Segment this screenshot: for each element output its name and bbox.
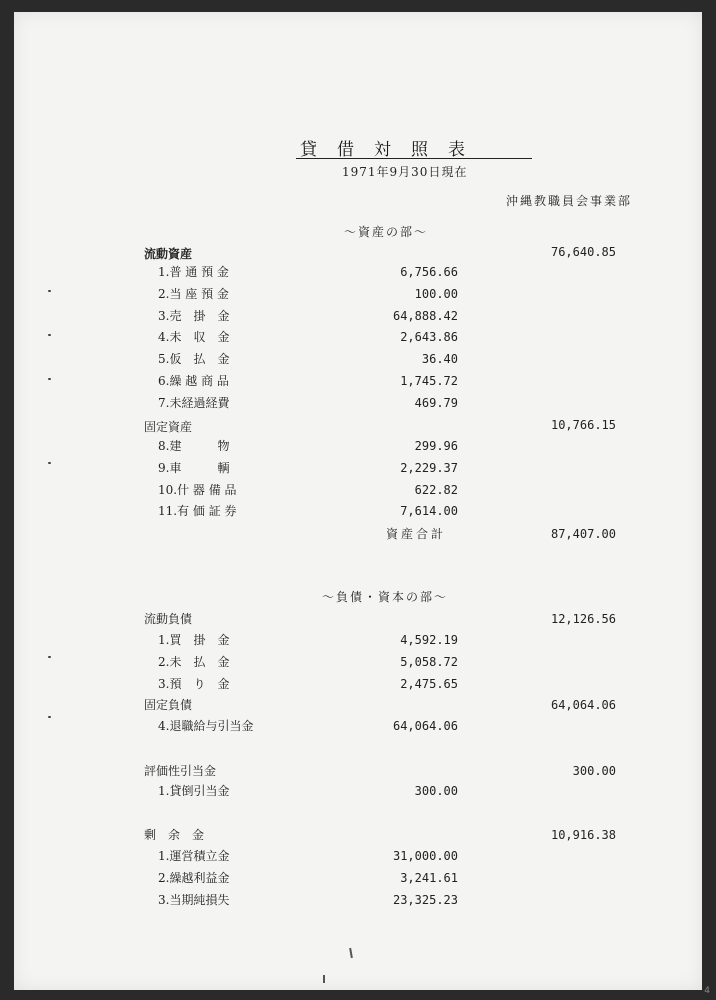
current-asset-item-amount: 36.40 [421,352,458,367]
current-asset-item-label: 3.売 掛 金 [158,308,230,323]
current-liability-item-label: 2.未 払 金 [158,654,230,669]
surplus-item-amount: 23,325.23 [392,892,458,907]
fixed-asset-item-amount: 622.82 [414,482,458,497]
current-liability-item-amount: 2,475.65 [400,676,458,691]
document-title: 貸借対照表 [300,140,485,160]
pen-mark [323,975,325,983]
current-assets-total: 76,640.85 [550,245,616,259]
surplus-item-amount: 3,241.61 [400,870,458,885]
surplus-item-label: 2.繰越利益金 [158,870,230,885]
fixed-asset-item-label: 8.建 物 [158,439,230,453]
valuation-allowance-total: 300.00 [572,764,616,778]
margin-dot [48,462,51,464]
fixed-asset-item-amount: 7,614.00 [400,504,458,519]
fixed-liabilities-label: 固定負債 [144,698,193,712]
surplus-item-amount: 31,000.00 [392,849,458,863]
fixed-assets-label: 固定資産 [144,420,193,434]
current-liability-item-label: 1.買 掛 金 [158,633,230,647]
valuation-allowance-item-amount: 300.00 [414,784,458,798]
margin-dot [48,290,51,292]
surplus-item-label: 1.運営積立金 [158,849,230,863]
current-liabilities-total: 12,126.56 [550,612,616,626]
total-assets-amount: 87,407.00 [550,527,616,541]
current-asset-item-amount: 100.00 [414,286,458,301]
current-liability-item-amount: 4,592.19 [400,633,458,647]
fixed-liability-item-amount: 64,064.06 [392,719,458,733]
current-asset-item-label: 5.仮 払 金 [158,352,230,367]
fixed-liabilities-total: 64,064.06 [550,698,616,712]
current-asset-item-amount: 64,888.42 [392,308,458,323]
fixed-asset-item-label: 9.車 輌 [158,460,230,475]
valuation-allowance-label: 評価性引当金 [144,764,217,778]
margin-dot [48,716,51,718]
current-liability-item-label: 3.預 り 金 [158,676,230,691]
current-asset-item-amount: 1,745.72 [400,374,458,388]
current-asset-item-amount: 6,756.66 [400,265,458,279]
fixed-assets-total: 10,766.15 [550,418,616,432]
margin-dot [48,656,51,658]
organization-name: 沖縄教職員会事業部 [506,194,633,208]
total-assets-label: 資産合計 [386,527,447,541]
current-assets-label: 流動資産 [144,247,193,261]
current-asset-item-label: 7.未経過経費 [158,395,230,410]
current-liabilities-label: 流動負債 [144,612,193,626]
current-asset-item-label: 4.未 収 金 [158,330,230,345]
page-number: 4 [704,986,710,996]
margin-dot [48,378,51,380]
valuation-allowance-item-label: 1.貸倒引当金 [158,784,230,798]
liabilities-section-heading: 〜負債・資本の部〜 [322,590,449,604]
fixed-asset-item-amount: 2,229.37 [400,460,458,475]
current-asset-item-label: 6.繰 越 商 品 [158,374,229,388]
current-liability-item-amount: 5,058.72 [400,654,458,669]
assets-section-heading: 〜資産の部〜 [344,225,429,239]
surplus-label: 剰 余 金 [144,828,205,842]
current-asset-item-label: 1.普 通 預 金 [158,265,229,279]
current-asset-item-label: 2.当 座 預 金 [158,286,229,301]
title-underline [296,158,532,159]
fixed-liability-item-label: 4.退職給与引当金 [158,719,254,733]
document-date: 1971年9月30日現在 [342,165,468,179]
fixed-asset-item-amount: 299.96 [414,439,458,453]
surplus-total: 10,916.38 [550,828,616,842]
fixed-asset-item-label: 10.什 器 備 品 [158,482,237,497]
surplus-item-label: 3.当期純損失 [158,892,230,907]
margin-dot [48,334,51,336]
current-asset-item-amount: 469.79 [414,395,458,410]
fixed-asset-item-label: 11.有 価 証 券 [158,504,237,519]
current-asset-item-amount: 2,643.86 [400,330,458,345]
